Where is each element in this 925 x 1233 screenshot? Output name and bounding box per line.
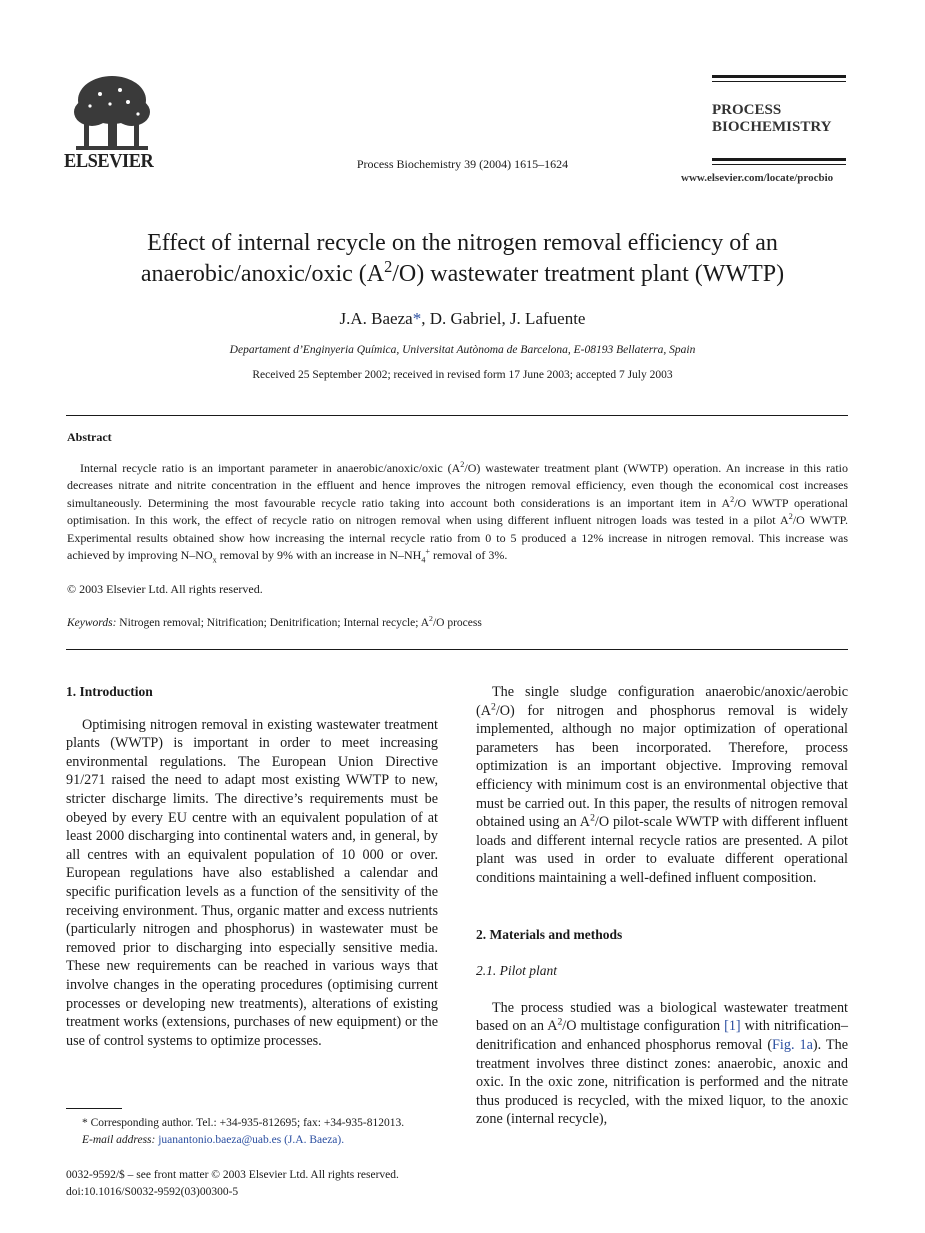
journal-rule-top: [712, 75, 846, 78]
pilot-plant-paragraph: The process studied was a biological wastewater treatment based on an $A^2/O$ multistage configuration [1] with nitrification–denitrification and enhanced phosphorus removal (Fig. 1a). The treatment involves three distinct zones: anaerobic, anoxic and oxic. In the oxic zone, nitrification is performed and the nitrate thus produced is recycled, with the mixed liquor, to the anoxic zone (internal recycle),: [476, 999, 848, 1128]
title-line-2: anaerobic/anoxic/oxic $(A^2/O)$ wastewater treatment plant (WWTP): [140, 257, 785, 287]
section-2-heading: 2. Materials and methods: [476, 926, 623, 942]
keywords: Keywords: Nitrogen removal; Nitrification; Denitrification; Internal recycle; $A^2/O$ process: [67, 614, 482, 629]
rule-below-keywords: [66, 649, 848, 650]
doi-line: doi:10.1016/S0032-9592(03)00300-5: [66, 1185, 239, 1198]
reference-link-1[interactable]: [1]: [724, 1018, 741, 1035]
subsection-2-1-heading: 2.1. Pilot plant: [476, 963, 557, 979]
journal-citation: Process Biochemistry 39 (2004) 1615–1624: [356, 157, 569, 171]
corresponding-author-mark[interactable]: *: [412, 309, 422, 328]
section-1-heading: 1. Introduction: [66, 684, 153, 699]
intro-paragraph-2: The single sludge configuration anaerobic/anoxic/aerobic $(A^2/O)$ for nitrogen and phosphorus removal is widely implemented, although no major optimization of operational parameters has been incorporated. Therefore, process optimization is an important objective. Improving removal efficiency with minimum cost is an environmental objective that must be carried out. In this paper, the results of nitrogen removal obtained using an $A^2/O$ pilot-scale WWTP with different influent loads and different internal recycle ratios are presented. A pilot plant was used in order to evaluate different operational conditions maintaining a well-defined influent composition.: [476, 684, 848, 886]
journal-rule-bottom-thin: [712, 164, 846, 165]
author-list: [0, 309, 925, 329]
journal-url-link[interactable]: www.elsevier.com/locate/procbio: [681, 172, 834, 184]
journal-rule-bottom: [712, 158, 846, 161]
journal-name: [712, 102, 832, 136]
affiliation: Departament d’Enginyeria Química, Universitat Autònoma de Barcelona, E-08193 Bellaterra, Spain: [229, 344, 696, 356]
author-baeza: J.A. Baeza: [339, 309, 413, 328]
issn-line: 0032-9592/$ – see front matter © 2003 Elsevier Ltd. All rights reserved.: [66, 1169, 399, 1181]
title-line-1: Effect of internal recycle on the nitrogen removal efficiency of an: [147, 230, 778, 256]
left-column: [66, 683, 438, 1050]
author-email-link[interactable]: juanantonio.baeza@uab.es (J.A. Baeza).: [155, 1134, 345, 1146]
front-matter: [66, 1167, 442, 1200]
email-note: E-mail address: juanantonio.baeza@uab.es (J.A. Baeza).: [82, 1134, 345, 1146]
authors-rest: , D. Gabriel, J. Lafuente: [421, 309, 586, 328]
figure-1a-link[interactable]: Fig. 1a: [772, 1036, 813, 1053]
journal-name-line1: PROCESS: [712, 102, 782, 118]
received-dates: Received 25 September 2002; received in revised form 17 June 2003; accepted 7 July 2003: [252, 369, 673, 381]
intro-paragraph-1: Optimising nitrogen removal in existing wastewater treatment plants (WWTP) is important in order to meet increasing environmental regulations. The European Union Directive 91/271 raised the need to adapt most existing WWTP to new, stricter discharge limits. The directive’s requirements must be obeyed by every EU centre with an equivalent population of at least 2000 discharging into continental waters and, in general, by all centres with an equivalent population of 10 000 or over. European regulations have also established a calendar and specific purification levels as a function of the sensitivity of the receiving environment. Thus, organic matter and excess nutrients (particularly nitrogen and phosphorus) in wastewater must be removed prior to discharging into especially sensitive media. These new requirements can be reached in various ways that involve changes in the operating procedures (optimising current processes or developing new treatments), alterations of existing treatment works (extensions, purchases of new equipment) or the use of control systems to optimize processes.: [66, 716, 438, 1049]
abstract-heading: Abstract: [67, 430, 112, 444]
abstract-body: Internal recycle ratio is an important parameter in anaerobic/anoxic/oxic $(A^2/O)$ wastewater treatment plant (WWTP) operation. An increase in this ratio decreases nitrate and nitrite concentration in the effluent and hence improves the nitrogen removal efficiency, even though the economical cost increases simultaneously. Determining the most favourable recycle ratio taking into account both considerations is an important item in $A^2/O$ WWTP operational optimisation. In this work, the effect of recycle ratio on nitrogen removal when using different influent nitrogen loads was tested in a pilot $A^2/O$ WWTP. Experimental results obtained show how increasing the internal recycle ratio from 0 to 5 produced a 12% increase in nitrogen removal. This increase was achieved by improving $N-NO_x$ removal by 9% with an increase in $N-NH_4^+$ removal of 3%.: [67, 460, 848, 565]
publisher-wordmark: ELSEVIER: [64, 150, 154, 172]
corresponding-author-note: * Corresponding author. Tel.: +34-935-812695; fax: +34-935-812013.: [82, 1117, 405, 1129]
abstract-copyright: © 2003 Elsevier Ltd. All rights reserved.: [67, 582, 263, 596]
right-column: [476, 683, 848, 1129]
journal-name-line2: BIOCHEMISTRY: [712, 119, 832, 135]
journal-rule-top-thin: [712, 81, 846, 82]
footnote: [66, 1115, 442, 1149]
keywords-label: Keywords:: [67, 617, 117, 629]
footnote-rule: [66, 1108, 122, 1109]
rule-above-abstract: [66, 415, 848, 416]
article-title: [0, 228, 925, 290]
